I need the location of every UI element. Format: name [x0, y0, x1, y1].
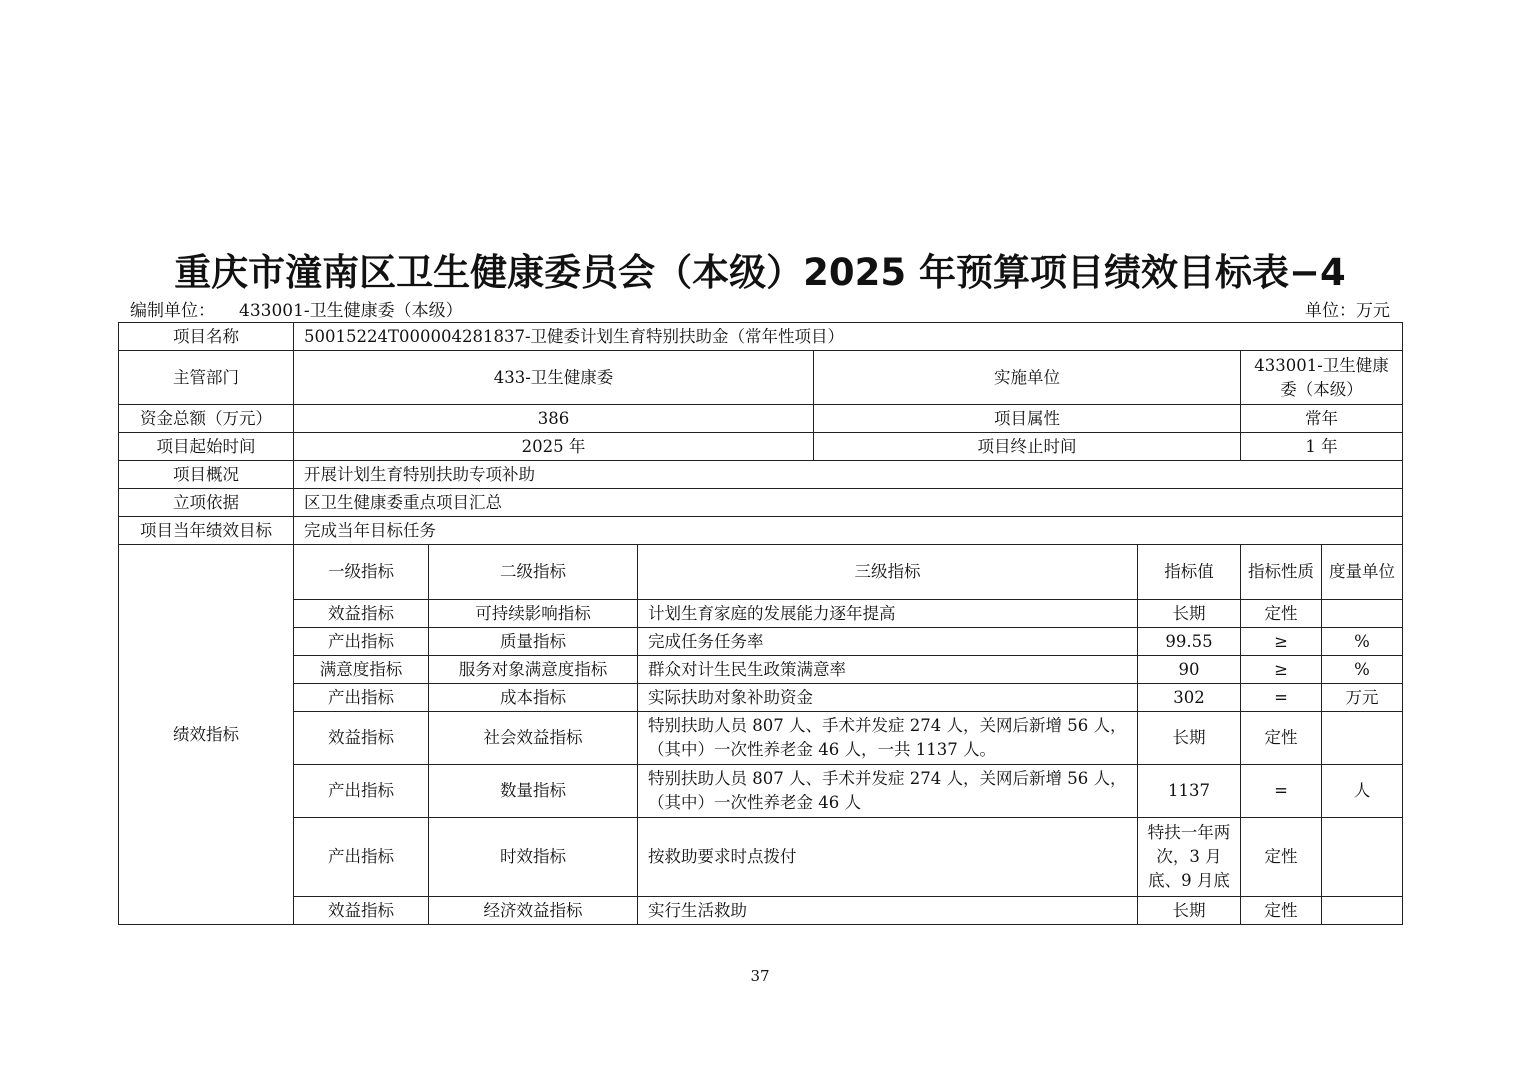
row-department — [119, 351, 1403, 405]
row-overview — [119, 461, 1403, 489]
cell-unit — [1322, 600, 1403, 628]
cell-level3: 按救助要求时点拨付 — [638, 818, 1138, 897]
cell-level1: 效益指标 — [294, 712, 429, 765]
performance-table — [118, 322, 1403, 925]
table-row — [119, 897, 1403, 925]
cell-level1: 效益指标 — [294, 897, 429, 925]
cell-level3: 特别扶助人员 807 人、手术并发症 274 人，关网后新增 56 人，（其中）一次性养老金 46 人 — [638, 765, 1138, 818]
cell-value: 长期 — [1138, 712, 1241, 765]
table-row — [119, 765, 1403, 818]
end-value: 1 年 — [1241, 433, 1403, 461]
cell-value: 90 — [1138, 656, 1241, 684]
cell-nature: 定性 — [1241, 897, 1322, 925]
cell-unit — [1322, 897, 1403, 925]
row-time — [119, 433, 1403, 461]
cell-value: 长期 — [1138, 600, 1241, 628]
attr-value: 常年 — [1241, 405, 1403, 433]
header-level1: 一级指标 — [294, 545, 429, 600]
basis-value: 区卫生健康委重点项目汇总 — [294, 489, 1403, 517]
cell-level3: 特别扶助人员 807 人、手术并发症 274 人，关网后新增 56 人，（其中）一次性养老金 46 人，一共 1137 人。 — [638, 712, 1138, 765]
cell-value: 99.55 — [1138, 628, 1241, 656]
table-row — [119, 628, 1403, 656]
table-row — [119, 656, 1403, 684]
table-row — [119, 712, 1403, 765]
table-row — [119, 818, 1403, 897]
cell-level2: 时效指标 — [429, 818, 638, 897]
start-label: 项目起始时间 — [119, 433, 294, 461]
cell-level2: 成本指标 — [429, 684, 638, 712]
compiling-unit — [130, 296, 463, 321]
cell-level1: 产出指标 — [294, 684, 429, 712]
impl-value: 433001-卫生健康委（本级） — [1241, 351, 1403, 405]
basis-label: 立项依据 — [119, 489, 294, 517]
cell-value: 302 — [1138, 684, 1241, 712]
cell-unit: % — [1322, 656, 1403, 684]
cell-level3: 完成任务任务率 — [638, 628, 1138, 656]
cell-nature: ≥ — [1241, 628, 1322, 656]
cell-level2: 数量指标 — [429, 765, 638, 818]
cell-nature: = — [1241, 684, 1322, 712]
goal-value: 完成当年目标任务 — [294, 517, 1403, 545]
cell-level1: 产出指标 — [294, 628, 429, 656]
project-name-value: 50015224T000004281837-卫健委计划生育特别扶助金（常年性项目） — [294, 323, 1403, 351]
page-number: 37 — [750, 967, 770, 985]
cell-nature: 定性 — [1241, 818, 1322, 897]
cell-level3: 实际扶助对象补助资金 — [638, 684, 1138, 712]
cell-nature: 定性 — [1241, 600, 1322, 628]
row-basis — [119, 489, 1403, 517]
table-row — [119, 600, 1403, 628]
compiling-unit-value: 433001-卫生健康委（本级） — [239, 301, 463, 321]
cell-unit: 人 — [1322, 765, 1403, 818]
dept-value: 433-卫生健康委 — [294, 351, 814, 405]
cell-unit — [1322, 712, 1403, 765]
cell-unit: % — [1322, 628, 1403, 656]
row-fund — [119, 405, 1403, 433]
goal-label: 项目当年绩效目标 — [119, 517, 294, 545]
header-level2: 二级指标 — [429, 545, 638, 600]
start-value: 2025 年 — [294, 433, 814, 461]
cell-value: 特扶一年两次，3 月底、9 月底 — [1138, 818, 1241, 897]
compiling-unit-label: 编制单位： — [130, 301, 215, 321]
end-label: 项目终止时间 — [814, 433, 1241, 461]
cell-value: 1137 — [1138, 765, 1241, 818]
page-title: 重庆市潼南区卫生健康委员会（本级）2025 年预算项目绩效目标表−4 — [174, 251, 1346, 294]
row-goal — [119, 517, 1403, 545]
header-nature: 指标性质 — [1241, 545, 1322, 600]
table-row — [119, 684, 1403, 712]
dept-label: 主管部门 — [119, 351, 294, 405]
overview-label: 项目概况 — [119, 461, 294, 489]
header-level3: 三级指标 — [638, 545, 1138, 600]
fund-value: 386 — [294, 405, 814, 433]
project-name-label: 项目名称 — [119, 323, 294, 351]
cell-level3: 计划生育家庭的发展能力逐年提高 — [638, 600, 1138, 628]
cell-level2: 服务对象满意度指标 — [429, 656, 638, 684]
currency-unit: 单位：万元 — [1305, 301, 1390, 321]
impl-label: 实施单位 — [814, 351, 1241, 405]
fund-label: 资金总额（万元） — [119, 405, 294, 433]
cell-unit: 万元 — [1322, 684, 1403, 712]
cell-level2: 社会效益指标 — [429, 712, 638, 765]
cell-nature: 定性 — [1241, 712, 1322, 765]
attr-label: 项目属性 — [814, 405, 1241, 433]
cell-level1: 产出指标 — [294, 765, 429, 818]
indicator-header-row — [119, 545, 1403, 600]
cell-unit — [1322, 818, 1403, 897]
cell-level3: 群众对计生民生政策满意率 — [638, 656, 1138, 684]
cell-level2: 可持续影响指标 — [429, 600, 638, 628]
cell-level3: 实行生活救助 — [638, 897, 1138, 925]
row-project-name — [119, 323, 1403, 351]
cell-level1: 效益指标 — [294, 600, 429, 628]
cell-nature: = — [1241, 765, 1322, 818]
overview-value: 开展计划生育特别扶助专项补助 — [294, 461, 1403, 489]
perf-indicator-label: 绩效指标 — [119, 545, 294, 925]
cell-level1: 满意度指标 — [294, 656, 429, 684]
cell-level2: 经济效益指标 — [429, 897, 638, 925]
cell-level1: 产出指标 — [294, 818, 429, 897]
cell-value: 长期 — [1138, 897, 1241, 925]
cell-nature: ≥ — [1241, 656, 1322, 684]
header-unit: 度量单位 — [1322, 545, 1403, 600]
header-value: 指标值 — [1138, 545, 1241, 600]
cell-level2: 质量指标 — [429, 628, 638, 656]
